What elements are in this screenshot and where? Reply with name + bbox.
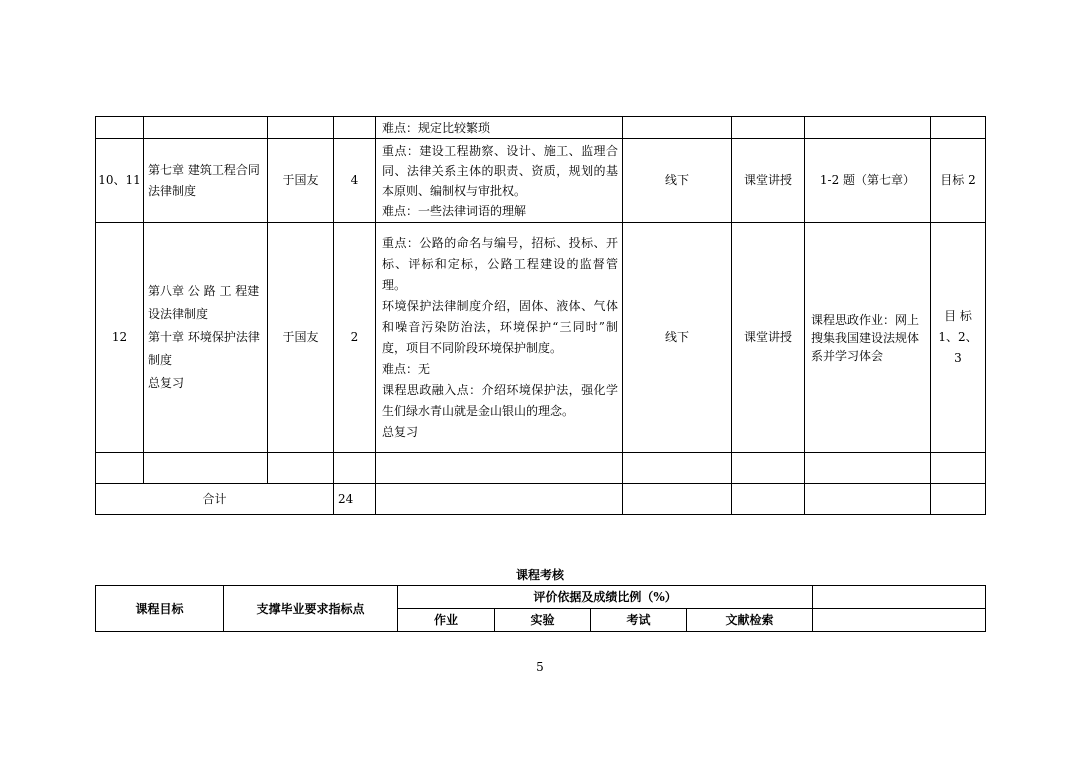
topic-cell: 重点：建设工程勘察、设计、施工、监理合同、法律关系主体的职责、资质，规划的基本原则、编制权与审批权。 难点：一些法律词语的理解: [376, 139, 623, 223]
table-row: [96, 223, 986, 453]
mode-cell: 线下: [623, 223, 732, 453]
method-cell: 课堂讲授: [732, 223, 805, 453]
target-cell: 目标 2: [931, 139, 986, 223]
table-row: [96, 453, 986, 484]
chapter-cell: 第七章 建筑工程合同法律制度: [144, 139, 268, 223]
hours-cell: 4: [334, 139, 376, 223]
exam-header: 考试: [591, 609, 687, 632]
page-number: 5: [536, 660, 544, 674]
table-row: [96, 117, 986, 139]
week-cell: 12: [96, 223, 144, 453]
literature-header: 文献检索: [687, 609, 813, 632]
homework-header: 作业: [398, 609, 495, 632]
course-schedule-table: [95, 116, 986, 515]
table-row: [96, 139, 986, 223]
total-hours: 24: [334, 484, 376, 515]
table-row: [96, 586, 986, 609]
hours-cell: 2: [334, 223, 376, 453]
homework-cell: 1-2 题（第七章）: [805, 139, 931, 223]
teacher-cell: 于国友: [268, 223, 334, 453]
teacher-cell: 于国友: [268, 139, 334, 223]
homework-cell: 课程思政作业：网上搜集我国建设法规体系并学习体会: [805, 223, 931, 453]
course-target-header: 课程目标: [96, 586, 224, 632]
topic-cell: 难点：规定比较繁琐: [376, 117, 623, 139]
topic-cell: 重点：公路的命名与编号，招标、投标、开标、评标和定标，公路工程建设的监督管理。 环境保护法律制度介绍，固体、液体、气体和噪音污染防治法，环境保护“三同时”制度，项目不同阶段环境保护制度。 难点：无 课程思政融入点：介绍环境保护法，强化学生们绿水青山就是金山银山的理念。 总复习: [376, 223, 623, 453]
week-cell: 10、11: [96, 139, 144, 223]
evaluation-header: 评价依据及成绩比例（%）: [398, 586, 813, 609]
experiment-header: 实验: [495, 609, 591, 632]
target-cell: 目 标 1、2、3: [931, 223, 986, 453]
assessment-table: [95, 585, 986, 632]
method-cell: 课堂讲授: [732, 139, 805, 223]
total-label: 合计: [96, 484, 334, 515]
mode-cell: 线下: [623, 139, 732, 223]
assessment-title: 课程考核: [515, 568, 564, 582]
indicator-header: 支撑毕业要求指标点: [224, 586, 398, 632]
total-row: [96, 484, 986, 515]
chapter-cell: 第八章 公 路 工 程建设法律制度 第十章 环境保护法律制度 总复习: [144, 223, 268, 453]
